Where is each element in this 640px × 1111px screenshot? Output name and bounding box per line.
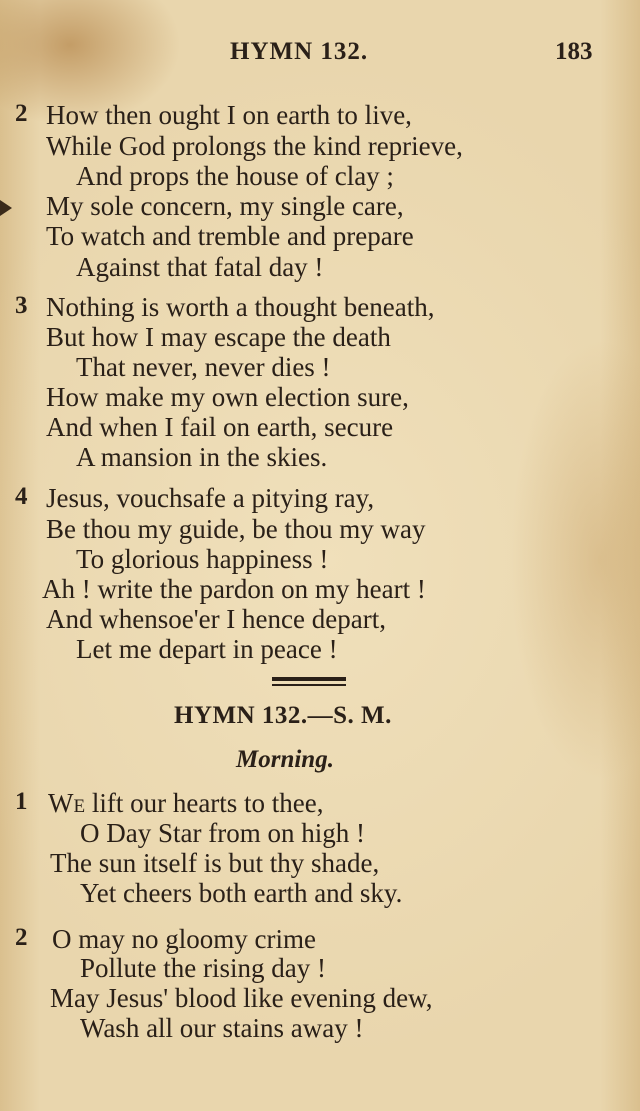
verse-line: Yet cheers both earth and sky. [80, 878, 403, 908]
verse-number: 1 [15, 788, 28, 815]
running-title: HYMN 132. [230, 38, 369, 65]
verse-line: Be thou my guide, be thou my way [46, 514, 426, 544]
verse-line: My sole concern, my single care, [46, 191, 404, 221]
verse-line: May Jesus' blood like evening dew, [50, 983, 433, 1013]
drop-word-initial: W [48, 788, 74, 818]
verse-line: How then ought I on earth to live, [46, 100, 412, 130]
verse-line: O Day Star from on high ! [80, 818, 365, 848]
verse-line: While God prolongs the kind reprieve, [46, 131, 463, 161]
verse-line: How make my own election sure, [46, 382, 409, 412]
verse-line: That never, never dies ! [76, 352, 331, 382]
verse-line: Let me depart in peace ! [76, 634, 338, 664]
verse-line: Nothing is worth a thought beneath, [46, 292, 435, 322]
verse-number: 2 [15, 100, 28, 127]
drop-word-rest: e [73, 788, 86, 818]
verse-line: And whensoe'er I hence depart, [46, 604, 386, 634]
verse-line: Pollute the rising day ! [80, 953, 326, 983]
verse-number: 2 [15, 924, 28, 951]
verse-line: And props the house of clay ; [76, 161, 394, 191]
verse-line: But how I may escape the death [46, 322, 391, 352]
verse-line-rest: lift our hearts to thee, [85, 788, 324, 818]
verse-line: To glorious happiness ! [76, 544, 329, 574]
verse-line: Jesus, vouchsafe a pitying ray, [46, 483, 375, 513]
verse-line: Wash all our stains away ! [80, 1013, 364, 1043]
page-number: 183 [555, 38, 593, 65]
verse-line: Against that fatal day ! [76, 252, 324, 282]
verse-line: To watch and tremble and prepare [46, 221, 414, 251]
verse-line [48, 788, 324, 819]
verse-line: The sun itself is but thy shade, [50, 848, 380, 878]
pointer-mark-icon [0, 200, 12, 216]
verse-line: O may no gloomy crime [52, 924, 316, 954]
section-divider [272, 677, 346, 689]
hymn-title: HYMN 132.—S. M. [174, 702, 392, 729]
hymn-subtitle: Morning. [236, 746, 334, 773]
verse-number: 4 [15, 483, 28, 510]
verse-line: Ah ! write the pardon on my heart ! [42, 574, 426, 604]
verse-line: A mansion in the skies. [76, 442, 328, 472]
verse-line: And when I fail on earth, secure [46, 412, 394, 442]
verse-number: 3 [15, 292, 28, 319]
